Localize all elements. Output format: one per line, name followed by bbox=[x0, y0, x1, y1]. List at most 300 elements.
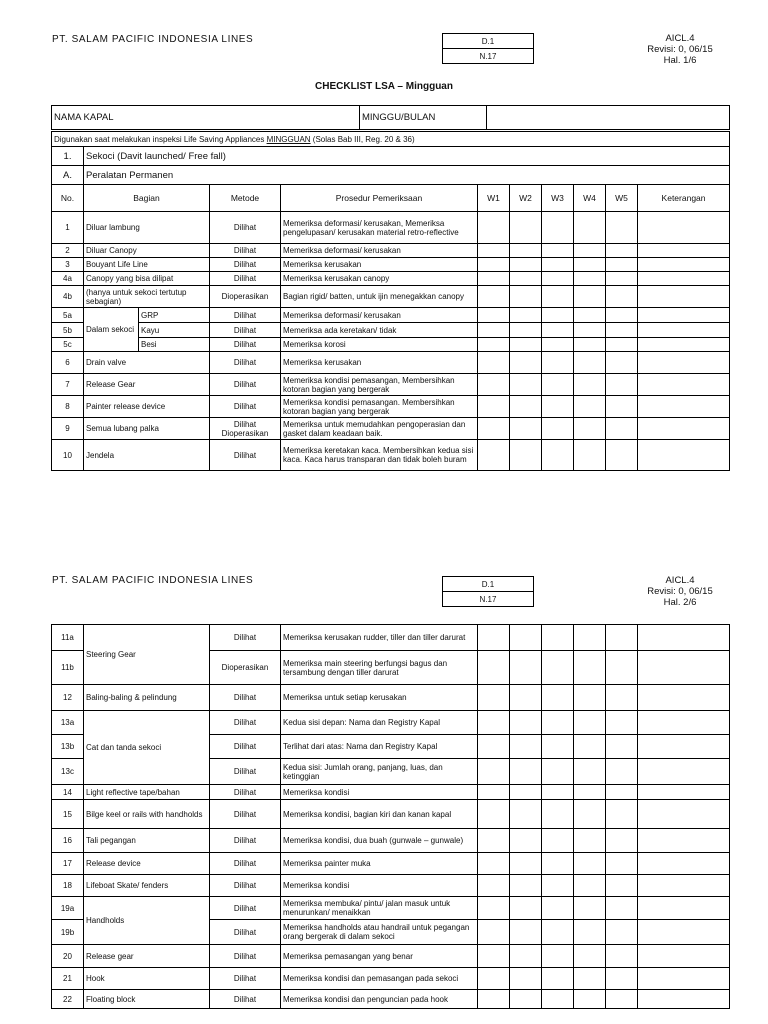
checklist-table-1 bbox=[51, 131, 730, 471]
table-row bbox=[52, 396, 730, 418]
check-w5[interactable] bbox=[606, 308, 638, 323]
check-w1[interactable] bbox=[478, 625, 510, 651]
keterangan-cell[interactable] bbox=[638, 374, 730, 396]
keterangan-cell[interactable] bbox=[638, 338, 730, 352]
row-no: 12 bbox=[52, 685, 84, 711]
table-row bbox=[52, 418, 730, 440]
check-w4[interactable] bbox=[574, 968, 606, 990]
check-w3[interactable] bbox=[542, 920, 574, 945]
check-w1[interactable] bbox=[478, 711, 510, 735]
keterangan-cell[interactable] bbox=[638, 897, 730, 920]
minggu-bulan-label: MINGGU/BULAN bbox=[360, 106, 487, 130]
header-no: No. bbox=[52, 185, 84, 212]
check-w1[interactable] bbox=[478, 272, 510, 286]
check-w4[interactable] bbox=[574, 374, 606, 396]
row-metode: Dioperasikan bbox=[210, 286, 281, 308]
check-w1[interactable] bbox=[478, 920, 510, 945]
row-prosedur: Memeriksa korosi bbox=[281, 338, 478, 352]
check-w3[interactable] bbox=[542, 829, 574, 853]
keterangan-cell[interactable] bbox=[638, 735, 730, 759]
row-prosedur: Memeriksa kondisi bbox=[281, 785, 478, 800]
check-w4[interactable] bbox=[574, 735, 606, 759]
check-w3[interactable] bbox=[542, 897, 574, 920]
check-w2[interactable] bbox=[510, 338, 542, 352]
check-w2[interactable] bbox=[510, 968, 542, 990]
row-no: 11b bbox=[52, 651, 84, 685]
check-w2[interactable] bbox=[510, 945, 542, 968]
keterangan-cell[interactable] bbox=[638, 711, 730, 735]
check-w3[interactable] bbox=[542, 853, 574, 875]
check-w3[interactable] bbox=[542, 308, 574, 323]
check-w5[interactable] bbox=[606, 286, 638, 308]
row-prosedur: Memeriksa kerusakan bbox=[281, 352, 478, 374]
check-w2[interactable] bbox=[510, 853, 542, 875]
check-w4[interactable] bbox=[574, 711, 606, 735]
row-prosedur: Memeriksa kondisi bbox=[281, 875, 478, 897]
check-w1[interactable] bbox=[478, 853, 510, 875]
table-row bbox=[52, 272, 730, 286]
check-w5[interactable] bbox=[606, 875, 638, 897]
check-w5[interactable] bbox=[606, 418, 638, 440]
keterangan-cell[interactable] bbox=[638, 759, 730, 785]
keterangan-cell[interactable] bbox=[638, 258, 730, 272]
row-no: 8 bbox=[52, 396, 84, 418]
section-number: 1. bbox=[52, 147, 84, 166]
keterangan-cell[interactable] bbox=[638, 418, 730, 440]
check-w2[interactable] bbox=[510, 735, 542, 759]
code-box bbox=[442, 33, 534, 64]
check-w3[interactable] bbox=[542, 625, 574, 651]
check-w4[interactable] bbox=[574, 244, 606, 258]
table-row bbox=[52, 875, 730, 897]
check-w2[interactable] bbox=[510, 711, 542, 735]
row-no: 21 bbox=[52, 968, 84, 990]
table-row bbox=[52, 212, 730, 244]
check-w1[interactable] bbox=[478, 875, 510, 897]
check-w3[interactable] bbox=[542, 338, 574, 352]
row-prosedur: Memeriksa pemasangan yang benar bbox=[281, 945, 478, 968]
check-w1[interactable] bbox=[478, 258, 510, 272]
check-w4[interactable] bbox=[574, 990, 606, 1009]
row-metode: Dilihat bbox=[210, 800, 281, 829]
check-w5[interactable] bbox=[606, 396, 638, 418]
check-w4[interactable] bbox=[574, 875, 606, 897]
check-w3[interactable] bbox=[542, 323, 574, 338]
check-w5[interactable] bbox=[606, 759, 638, 785]
row-no: 19a bbox=[52, 897, 84, 920]
dalam-sekoci-label: Dalam sekoci bbox=[84, 308, 139, 352]
row-metode: Dilihat bbox=[210, 945, 281, 968]
check-w2[interactable] bbox=[510, 800, 542, 829]
check-w3[interactable] bbox=[542, 875, 574, 897]
check-w5[interactable] bbox=[606, 945, 638, 968]
table-row bbox=[52, 258, 730, 272]
check-w1[interactable] bbox=[478, 945, 510, 968]
row-no: 5c bbox=[52, 338, 84, 352]
check-w1[interactable] bbox=[478, 374, 510, 396]
keterangan-cell[interactable] bbox=[638, 685, 730, 711]
check-w4[interactable] bbox=[574, 853, 606, 875]
revision: Revisi: 0, 06/15 bbox=[647, 586, 713, 597]
row-prosedur: Memeriksa deformasi/ kerusakan bbox=[281, 308, 478, 323]
row-bagian: Jendela bbox=[84, 440, 210, 471]
table-row bbox=[52, 440, 730, 471]
check-w3[interactable] bbox=[542, 286, 574, 308]
table-row bbox=[52, 968, 730, 990]
check-w2[interactable] bbox=[510, 440, 542, 471]
check-w3[interactable] bbox=[542, 968, 574, 990]
check-w4[interactable] bbox=[574, 323, 606, 338]
row-prosedur: Memeriksa deformasi/ kerusakan, Memeriksa pengelupasan/ kerusakan material retro-reflective bbox=[281, 212, 478, 244]
check-w1[interactable] bbox=[478, 308, 510, 323]
row-no: 6 bbox=[52, 352, 84, 374]
check-w2[interactable] bbox=[510, 651, 542, 685]
row-metode: Dilihat bbox=[210, 323, 281, 338]
check-w5[interactable] bbox=[606, 829, 638, 853]
check-w5[interactable] bbox=[606, 440, 638, 471]
check-w1[interactable] bbox=[478, 685, 510, 711]
row-bagian: Cat dan tanda sekoci bbox=[84, 711, 210, 785]
check-w3[interactable] bbox=[542, 396, 574, 418]
row-bagian: Lifeboat Skate/ fenders bbox=[84, 875, 210, 897]
document-reference bbox=[610, 33, 750, 66]
table-row bbox=[52, 785, 730, 800]
check-w4[interactable] bbox=[574, 829, 606, 853]
row-bagian: Drain valve bbox=[84, 352, 210, 374]
row-no: 19b bbox=[52, 920, 84, 945]
check-w2[interactable] bbox=[510, 759, 542, 785]
check-w4[interactable] bbox=[574, 286, 606, 308]
row-metode: Dilihat bbox=[210, 685, 281, 711]
check-w4[interactable] bbox=[574, 352, 606, 374]
check-w1[interactable] bbox=[478, 440, 510, 471]
check-w5[interactable] bbox=[606, 968, 638, 990]
check-w4[interactable] bbox=[574, 212, 606, 244]
table-row bbox=[52, 829, 730, 853]
keterangan-cell[interactable] bbox=[638, 272, 730, 286]
header-w5: W5 bbox=[606, 185, 638, 212]
row-no: 13b bbox=[52, 735, 84, 759]
checklist-rows-2 bbox=[52, 625, 730, 1009]
check-w2[interactable] bbox=[510, 352, 542, 374]
row-bagian: (hanya untuk sekoci tertutup sebagian) bbox=[84, 286, 210, 308]
check-w3[interactable] bbox=[542, 785, 574, 800]
check-w5[interactable] bbox=[606, 735, 638, 759]
check-w5[interactable] bbox=[606, 685, 638, 711]
check-w1[interactable] bbox=[478, 286, 510, 308]
check-w5[interactable] bbox=[606, 711, 638, 735]
check-w4[interactable] bbox=[574, 945, 606, 968]
check-w2[interactable] bbox=[510, 829, 542, 853]
checklist-table-2 bbox=[51, 624, 730, 1009]
usage-note: Digunakan saat melakukan inspeksi Life Saving Appliances MINGGUAN (Solas Bab III, Reg. 20 & 36) bbox=[52, 132, 730, 147]
row-prosedur: Memeriksa kondisi, bagian kiri dan kanan kapal bbox=[281, 800, 478, 829]
check-w3[interactable] bbox=[542, 418, 574, 440]
row-bagian: Painter release device bbox=[84, 396, 210, 418]
check-w5[interactable] bbox=[606, 338, 638, 352]
check-w1[interactable] bbox=[478, 735, 510, 759]
check-w1[interactable] bbox=[478, 759, 510, 785]
revision: Revisi: 0, 06/15 bbox=[647, 44, 713, 55]
row-no: 18 bbox=[52, 875, 84, 897]
row-no: 13c bbox=[52, 759, 84, 785]
section-label: Sekoci (Davit launched/ Free fall) bbox=[84, 147, 730, 166]
check-w3[interactable] bbox=[542, 685, 574, 711]
check-w3[interactable] bbox=[542, 945, 574, 968]
check-w5[interactable] bbox=[606, 352, 638, 374]
keterangan-cell[interactable] bbox=[638, 968, 730, 990]
header-w4: W4 bbox=[574, 185, 606, 212]
check-w5[interactable] bbox=[606, 212, 638, 244]
doc-id: AICL.4 bbox=[665, 33, 695, 44]
header-bagian: Bagian bbox=[84, 185, 210, 212]
row-no: 16 bbox=[52, 829, 84, 853]
table-header bbox=[52, 185, 730, 212]
check-w3[interactable] bbox=[542, 258, 574, 272]
check-w3[interactable] bbox=[542, 352, 574, 374]
row-bagian: Steering Gear bbox=[84, 625, 210, 685]
nama-kapal-label: NAMA KAPAL bbox=[52, 106, 360, 130]
company-name: PT. SALAM PACIFIC INDONESIA LINES bbox=[52, 34, 254, 45]
row-prosedur: Memeriksa kondisi dan penguncian pada hook bbox=[281, 990, 478, 1009]
check-w5[interactable] bbox=[606, 990, 638, 1009]
row-prosedur: Memeriksa kerusakan rudder, tiller dan tiller darurat bbox=[281, 625, 478, 651]
row-metode: Dilihat bbox=[210, 374, 281, 396]
check-w5[interactable] bbox=[606, 897, 638, 920]
keterangan-cell[interactable] bbox=[638, 853, 730, 875]
check-w5[interactable] bbox=[606, 244, 638, 258]
check-w2[interactable] bbox=[510, 785, 542, 800]
check-w4[interactable] bbox=[574, 897, 606, 920]
check-w1[interactable] bbox=[478, 418, 510, 440]
row-prosedur: Bagian rigid/ batten, untuk ijin menegakkan canopy bbox=[281, 286, 478, 308]
check-w5[interactable] bbox=[606, 323, 638, 338]
check-w3[interactable] bbox=[542, 735, 574, 759]
check-w4[interactable] bbox=[574, 625, 606, 651]
keterangan-cell[interactable] bbox=[638, 244, 730, 258]
check-w3[interactable] bbox=[542, 244, 574, 258]
check-w5[interactable] bbox=[606, 272, 638, 286]
row-bagian: Baling-baling & pelindung bbox=[84, 685, 210, 711]
row-prosedur: Memeriksa handholds atau handrail untuk pegangan orang bergerak di dalam sekoci bbox=[281, 920, 478, 945]
keterangan-cell[interactable] bbox=[638, 651, 730, 685]
row-metode: Dilihat bbox=[210, 352, 281, 374]
row-metode: Dilihat bbox=[210, 990, 281, 1009]
keterangan-cell[interactable] bbox=[638, 396, 730, 418]
row-no: 20 bbox=[52, 945, 84, 968]
keterangan-cell[interactable] bbox=[638, 800, 730, 829]
row-prosedur: Memeriksa ada keretakan/ tidak bbox=[281, 323, 478, 338]
row-metode: Dilihat Dioperasikan bbox=[210, 418, 281, 440]
row-bagian: Canopy yang bisa dilipat bbox=[84, 272, 210, 286]
row-prosedur: Memeriksa painter muka bbox=[281, 853, 478, 875]
keterangan-cell[interactable] bbox=[638, 286, 730, 308]
check-w2[interactable] bbox=[510, 244, 542, 258]
keterangan-cell[interactable] bbox=[638, 308, 730, 323]
keterangan-cell[interactable] bbox=[638, 352, 730, 374]
row-no: 11a bbox=[52, 625, 84, 651]
table-row bbox=[52, 244, 730, 258]
check-w4[interactable] bbox=[574, 920, 606, 945]
check-w5[interactable] bbox=[606, 625, 638, 651]
check-w3[interactable] bbox=[542, 440, 574, 471]
table-row bbox=[52, 374, 730, 396]
row-prosedur: Memeriksa deformasi/ kerusakan bbox=[281, 244, 478, 258]
row-prosedur: Memeriksa kerusakan bbox=[281, 258, 478, 272]
keterangan-cell[interactable] bbox=[638, 212, 730, 244]
row-bagian: Kayu bbox=[139, 323, 210, 338]
row-metode: Dilihat bbox=[210, 920, 281, 945]
row-metode: Dilihat bbox=[210, 897, 281, 920]
check-w2[interactable] bbox=[510, 272, 542, 286]
check-w1[interactable] bbox=[478, 338, 510, 352]
row-no: 10 bbox=[52, 440, 84, 471]
check-w4[interactable] bbox=[574, 258, 606, 272]
check-w1[interactable] bbox=[478, 244, 510, 258]
check-w2[interactable] bbox=[510, 875, 542, 897]
row-bagian: Tali pegangan bbox=[84, 829, 210, 853]
keterangan-cell[interactable] bbox=[638, 945, 730, 968]
keterangan-cell[interactable] bbox=[638, 829, 730, 853]
check-w3[interactable] bbox=[542, 990, 574, 1009]
keterangan-cell[interactable] bbox=[638, 875, 730, 897]
check-w1[interactable] bbox=[478, 800, 510, 829]
table-row bbox=[52, 800, 730, 829]
row-bagian: Bilge keel or rails with handholds bbox=[84, 800, 210, 829]
check-w3[interactable] bbox=[542, 212, 574, 244]
check-w2[interactable] bbox=[510, 258, 542, 272]
check-w2[interactable] bbox=[510, 897, 542, 920]
check-w2[interactable] bbox=[510, 625, 542, 651]
check-w2[interactable] bbox=[510, 212, 542, 244]
row-prosedur: Memeriksa keretakan kaca. Membersihkan kedua sisi kaca. Kaca harus transparan dan tidak boleh buram bbox=[281, 440, 478, 471]
check-w2[interactable] bbox=[510, 374, 542, 396]
check-w4[interactable] bbox=[574, 785, 606, 800]
check-w2[interactable] bbox=[510, 685, 542, 711]
check-w1[interactable] bbox=[478, 396, 510, 418]
check-w4[interactable] bbox=[574, 272, 606, 286]
check-w3[interactable] bbox=[542, 800, 574, 829]
row-no: 5b bbox=[52, 323, 84, 338]
row-metode: Dioperasikan bbox=[210, 651, 281, 685]
check-w3[interactable] bbox=[542, 711, 574, 735]
check-w2[interactable] bbox=[510, 990, 542, 1009]
row-metode: Dilihat bbox=[210, 829, 281, 853]
subsection-number: A. bbox=[52, 166, 84, 185]
check-w1[interactable] bbox=[478, 829, 510, 853]
check-w5[interactable] bbox=[606, 920, 638, 945]
check-w1[interactable] bbox=[478, 352, 510, 374]
checklist-rows-1 bbox=[52, 212, 730, 471]
check-w5[interactable] bbox=[606, 258, 638, 272]
check-w4[interactable] bbox=[574, 338, 606, 352]
row-bagian: Hook bbox=[84, 968, 210, 990]
subsection-label: Peralatan Permanen bbox=[84, 166, 730, 185]
table-row bbox=[52, 625, 730, 651]
check-w4[interactable] bbox=[574, 759, 606, 785]
table-row bbox=[52, 308, 730, 323]
check-w1[interactable] bbox=[478, 968, 510, 990]
check-w3[interactable] bbox=[542, 272, 574, 286]
row-bagian: Release device bbox=[84, 853, 210, 875]
minggu-bulan-value bbox=[487, 106, 730, 130]
row-prosedur: Kedua sisi depan: Nama dan Registry Kapal bbox=[281, 711, 478, 735]
row-no: 15 bbox=[52, 800, 84, 829]
keterangan-cell[interactable] bbox=[638, 440, 730, 471]
table-row bbox=[52, 711, 730, 735]
check-w4[interactable] bbox=[574, 800, 606, 829]
row-metode: Dilihat bbox=[210, 396, 281, 418]
row-metode: Dilihat bbox=[210, 272, 281, 286]
row-prosedur: Memeriksa untuk setiap kerusakan bbox=[281, 685, 478, 711]
check-w5[interactable] bbox=[606, 651, 638, 685]
check-w1[interactable] bbox=[478, 897, 510, 920]
check-w1[interactable] bbox=[478, 990, 510, 1009]
check-w5[interactable] bbox=[606, 853, 638, 875]
keterangan-cell[interactable] bbox=[638, 785, 730, 800]
check-w1[interactable] bbox=[478, 785, 510, 800]
header-w3: W3 bbox=[542, 185, 574, 212]
check-w2[interactable] bbox=[510, 418, 542, 440]
check-w3[interactable] bbox=[542, 374, 574, 396]
row-no: 1 bbox=[52, 212, 84, 244]
row-prosedur: Terlihat dari atas: Nama dan Registry Kapal bbox=[281, 735, 478, 759]
row-no: 14 bbox=[52, 785, 84, 800]
code-top: D.1 bbox=[443, 34, 534, 49]
check-w2[interactable] bbox=[510, 920, 542, 945]
keterangan-cell[interactable] bbox=[638, 990, 730, 1009]
check-w2[interactable] bbox=[510, 396, 542, 418]
check-w5[interactable] bbox=[606, 374, 638, 396]
check-w4[interactable] bbox=[574, 396, 606, 418]
check-w5[interactable] bbox=[606, 785, 638, 800]
check-w4[interactable] bbox=[574, 440, 606, 471]
check-w1[interactable] bbox=[478, 651, 510, 685]
row-no: 7 bbox=[52, 374, 84, 396]
table-row bbox=[52, 323, 730, 338]
check-w1[interactable] bbox=[478, 212, 510, 244]
check-w3[interactable] bbox=[542, 651, 574, 685]
check-w4[interactable] bbox=[574, 685, 606, 711]
table-row bbox=[52, 853, 730, 875]
code-bottom: N.17 bbox=[443, 49, 534, 64]
row-prosedur: Memeriksa membuka/ pintu/ jalan masuk untuk menurunkan/ menaikkan bbox=[281, 897, 478, 920]
check-w4[interactable] bbox=[574, 418, 606, 440]
table-row bbox=[52, 897, 730, 920]
check-w5[interactable] bbox=[606, 800, 638, 829]
row-prosedur: Memeriksa kondisi dan pemasangan pada sekoci bbox=[281, 968, 478, 990]
check-w2[interactable] bbox=[510, 323, 542, 338]
keterangan-cell[interactable] bbox=[638, 625, 730, 651]
document-reference bbox=[610, 575, 750, 608]
check-w4[interactable] bbox=[574, 651, 606, 685]
keterangan-cell[interactable] bbox=[638, 920, 730, 945]
row-bagian: Diluar Canopy bbox=[84, 244, 210, 258]
header-w2: W2 bbox=[510, 185, 542, 212]
check-w2[interactable] bbox=[510, 308, 542, 323]
row-metode: Dilihat bbox=[210, 968, 281, 990]
check-w3[interactable] bbox=[542, 759, 574, 785]
check-w4[interactable] bbox=[574, 308, 606, 323]
header-w1: W1 bbox=[478, 185, 510, 212]
company-name: PT. SALAM PACIFIC INDONESIA LINES bbox=[52, 575, 254, 586]
check-w1[interactable] bbox=[478, 323, 510, 338]
check-w2[interactable] bbox=[510, 286, 542, 308]
doc-id: AICL.4 bbox=[665, 575, 695, 586]
keterangan-cell[interactable] bbox=[638, 323, 730, 338]
row-bagian: Besi bbox=[139, 338, 210, 352]
row-metode: Dilihat bbox=[210, 258, 281, 272]
